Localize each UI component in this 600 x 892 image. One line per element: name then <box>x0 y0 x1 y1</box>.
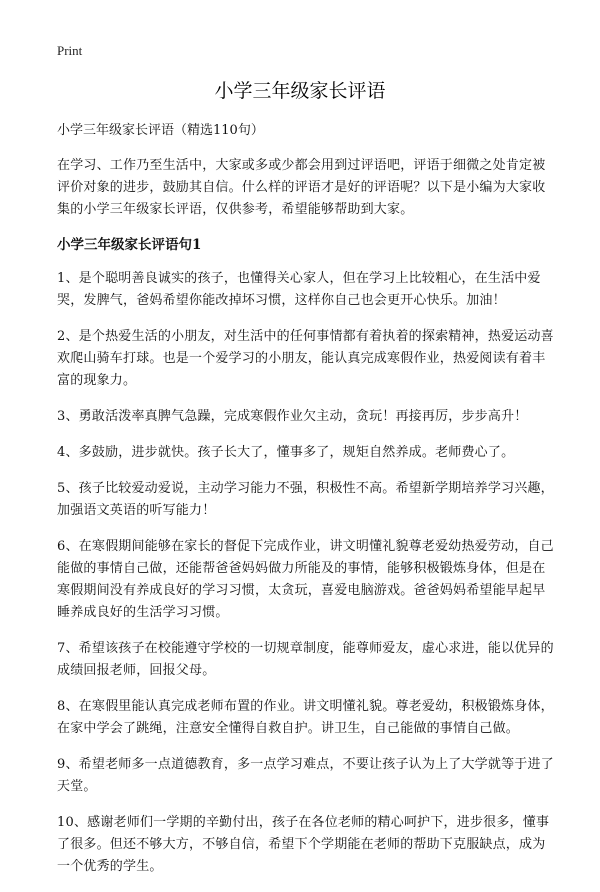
comment-item-4: 4、多鼓励，进步就快。孩子长大了，懂事多了，规矩自然养成。老师费心了。 <box>57 445 515 460</box>
comment-item-1: 1、是个聪明善良诚实的孩子，也懂得关心家人，但在学习上比较粗心，在生活中爱哭，发脾气，爸妈希望你能改掉坏习惯，这样你自己也会更开心快乐。加油！ <box>57 271 541 308</box>
comment-item-6: 6、在寒假期间能够在家长的督促下完成作业，讲文明懂礼貌尊老爱幼热爱劳动，自己能做的事情自己做，还能帮爸爸妈妈做力所能及的事情，能够积极锻炼身体，但是在寒假期间没有养成良好的学习习惯，太贪玩，喜爱电脑游戏。爸爸妈妈希望能早起早睡养成良好的生活学习习惯。 <box>57 539 554 620</box>
article-body <box>57 120 554 892</box>
article-subtitle: 小学三年级家长评语（精选110句） <box>57 123 264 138</box>
comment-item-3: 3、勇敢活泼率真脾气急躁，完成寒假作业欠主动，贪玩！再接再厉，步步高升！ <box>57 409 528 424</box>
comment-item-8: 8、在寒假里能认真完成老师布置的作业。讲文明懂礼貌。尊老爱幼，积极锻炼身体，在家中学会了跳绳，注意安全懂得自救自护。讲卫生，自己能做的事情自己做。 <box>57 699 554 736</box>
intro-paragraph: 在学习、工作乃至生活中，大家或多或少都会用到过评语吧，评语于细微之处肯定被评价对象的进步，鼓励其自信。什么样的评语才是好的评语呢？以下是小编为大家收集的小学三年级家长评语，仅供参考，希望能够帮助到大家。 <box>57 158 546 217</box>
comment-item-10: 10、感谢老师们一学期的辛勤付出，孩子在各位老师的精心呵护下，进步很多，懂事了很多。但还不够大方，不够自信，希望下个学期能在老师的帮助下克服缺点，成为一个优秀的学生。 <box>57 815 550 874</box>
comment-item-2: 2、是个热爱生活的小朋友，对生活中的任何事情都有着执着的探索精神，热爱运动喜欢爬山骑车打球。也是一个爱学习的小朋友，能认真完成寒假作业，热爱阅读有着丰富的现象力。 <box>57 329 554 388</box>
page-title: 小学三年级家长评语 <box>214 80 386 102</box>
comment-item-7: 7、希望该孩子在校能遵守学校的一切规章制度，能尊师爱友，虚心求进，能以优异的成绩回报老师，回报父母。 <box>57 641 554 678</box>
comment-item-5: 5、孩子比较爱动爱说，主动学习能力不强，积极性不高。希望新学期培养学习兴趣，加强语文英语的听写能力！ <box>57 481 554 518</box>
print-label[interactable]: Print <box>57 43 83 58</box>
section-heading: 小学三年级家长评语句1 <box>57 237 202 253</box>
comment-item-9: 9、希望老师多一点道德教育，多一点学习难点，不要让孩子认为上了大学就等于进了天堂。 <box>57 757 554 794</box>
